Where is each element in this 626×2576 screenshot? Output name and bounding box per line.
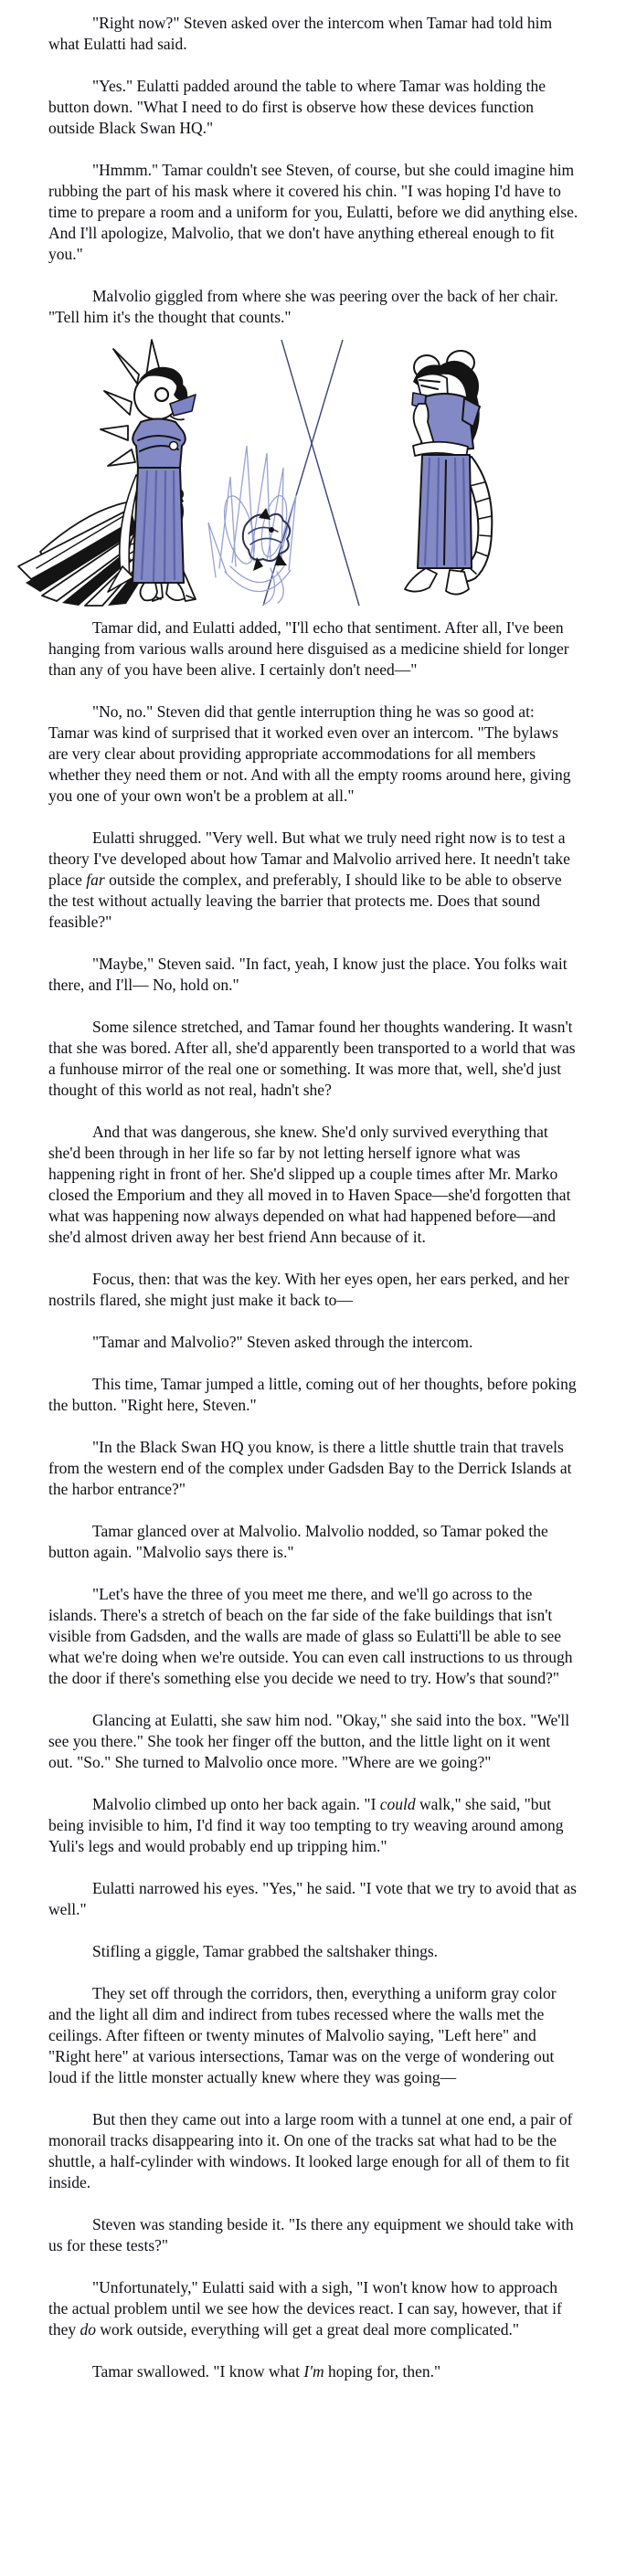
story-text-bottom: [48, 618, 578, 2382]
story-paragraph: [48, 954, 578, 996]
text-run: "Maybe," Steven said. "In fact, yeah, I know just the place. You folks wait there, and I'll— No, hold on.": [48, 955, 568, 994]
story-paragraph: [48, 1374, 578, 1416]
story-paragraph: [48, 1878, 578, 1920]
text-run: Stifling a giggle, Tamar grabbed the saltshaker things.: [92, 1942, 439, 1960]
text-run: This time, Tamar jumped a little, coming out of her thoughts, before poking the button. "Right here, Steven.": [48, 1375, 577, 1414]
text-run: Tamar glanced over at Malvolio. Malvolio nodded, so Tamar poked the button again. "Malvolio says there is.": [48, 1522, 548, 1561]
text-run: Tamar did, and Eulatti added, "I'll echo that sentiment. After all, I've been hanging from various walls around here disguised as a medicine shield for longer than any of you have been alive. I certainly don't need—": [48, 618, 569, 679]
text-run: "No, no." Steven did that gentle interruption thing he was so good at: Tamar was kind of surprised that it worked even over an intercom. "The bylaws are very clear about providing appropriate accommodations for all members whether they need them or not. And with all the empty rooms around here, giving you one of your own won't be a problem at all.": [48, 702, 571, 805]
story-paragraph: [48, 1941, 578, 1962]
story-paragraph: [48, 828, 578, 933]
story-paragraph: [48, 2214, 578, 2256]
story-paragraph: [48, 1584, 578, 1689]
story-paragraph: [48, 1521, 578, 1563]
story-illustration: [0, 338, 626, 607]
story-paragraph: [48, 1983, 578, 2088]
story-paragraph: [48, 76, 578, 139]
story-paragraph: [48, 286, 578, 328]
text-run: Malvolio climbed up onto her back again. "I: [92, 1795, 380, 1813]
text-run: Tamar swallowed. "I know what: [92, 2362, 304, 2381]
text-run: Steven was standing beside it. "Is there any equipment we should take with us for these tests?": [48, 2215, 574, 2254]
text-run: "Tamar and Malvolio?" Steven asked through the intercom.: [92, 1333, 473, 1351]
story-paragraph: [48, 618, 578, 681]
story-paragraph: [48, 2277, 578, 2340]
text-run: Glancing at Eulatti, she saw him nod. "Okay," she said into the box. "We'll see you there." She took her finger off the button, and the little light on it went out. "So." She turned to Malvolio once more. "Where are we going?": [48, 1711, 570, 1771]
story-paragraph: [48, 1122, 578, 1248]
text-run: "Right now?" Steven asked over the intercom when Tamar had told him what Eulatti had said.: [48, 14, 553, 53]
emphasized-text: I'm: [303, 2362, 324, 2381]
text-run: And that was dangerous, she knew. She'd only survived everything that she'd been through in her life so far by not letting herself ignore what was happening right in front of her. She'd slipped up a couple times after Mr. Marko closed the Emporium and they all moved in to Haven Space—she'd forgotten that what was happening now always depended on what had happened before—and she'd almost driven away her best friend Ann because of it.: [48, 1123, 571, 1246]
text-run: "Hmmm." Tamar couldn't see Steven, of course, but she could imagine him rubbing the part of his mask where it covered his chin. "I was hoping I'd have to time to prepare a room and a uniform for you, Eulatti, before we did anything else. And I'll apologize, Malvolio, that we don't have anything ethereal enough to fit you.": [48, 161, 578, 263]
story-paragraph: [48, 702, 578, 807]
text-run: walk," she said, "but being invisible to him, I'd find it way too tempting to try weaving around among Yuli's legs and would probably end up tripping him.": [48, 1795, 564, 1855]
story-paragraph: [48, 1710, 578, 1773]
emphasized-text: could: [379, 1795, 416, 1813]
text-run: Malvolio giggled from where she was peering over the back of her chair. "Tell him it's the thought that counts.": [48, 287, 558, 326]
text-run: Focus, then: that was the key. With her eyes open, her ears perked, and her nostrils flared, she might just make it back to—: [48, 1270, 569, 1309]
story-paragraph: [48, 1437, 578, 1500]
emphasized-text: do: [80, 2320, 97, 2338]
story-paragraph: [48, 1269, 578, 1311]
malvolio-scribble: [208, 446, 296, 605]
story-paragraph: [48, 2361, 578, 2382]
text-run: outside the complex, and preferably, I should like to be able to observe the test without actually leaving the barrier that protects me. Does that sound feasible?": [48, 871, 562, 931]
story-paragraph: [48, 160, 578, 265]
text-run: "Unfortunately," Eulatti said with a sigh, "I won't know how to approach the actual problem until we see how the devices react. I can say, however, that if they: [48, 2278, 562, 2338]
thinking-figure: [405, 351, 492, 595]
text-run: Eulatti narrowed his eyes. "Yes," he said. "I vote that we try to avoid that as well.": [48, 1879, 577, 1918]
text-run: Eulatti shrugged. "Very well. But what we truly need right now is to test a theory I've developed about how Tamar and Malvolio arrived here. It needn't take place: [48, 829, 570, 889]
text-run: "In the Black Swan HQ you know, is there a little shuttle train that travels from the western end of the complex under Gadsden Bay to the Derrick Islands at the harbor entrance?": [48, 1438, 572, 1498]
text-run: But then they came out into a large room with a tunnel at one end, a pair of monorail tracks disappearing into it. On one of the tracks sat what had to be the shuttle, a half-cylinder with windows. It looked large enough for all of them to fit inside.: [48, 2110, 573, 2191]
story-paragraph: [48, 13, 578, 55]
text-run: hoping for, then.": [324, 2362, 441, 2381]
illustration-svg: [0, 338, 626, 607]
story-text-top: [48, 13, 578, 328]
text-run: Some silence stretched, and Tamar found her thoughts wandering. It wasn't that she was bored. After all, she'd apparently been transported to a world that was a funhouse mirror of the real one or something. It was more that, well, she'd just thought of this world as not real, hadn't she?: [48, 1018, 576, 1099]
text-run: They set off through the corridors, then, everything a uniform gray color and the light all dim and indirect from tubes recessed where the walls met the ceilings. After fifteen or twenty minutes of Malvolio saying, "Left here" and "Right here" at various intersections, Tamar was on the verge of wondering out loud if the little monster actually knew where they was going—: [48, 1984, 557, 2086]
emphasized-text: far: [86, 871, 105, 889]
story-paragraph: [48, 1332, 578, 1353]
story-paragraph: [48, 1017, 578, 1101]
story-paragraph: [48, 2109, 578, 2193]
text-run: work outside, everything will get a great deal more complicated.": [96, 2320, 519, 2338]
text-run: "Yes." Eulatti padded around the table to where Tamar was holding the button down. "What I need to do first is observe how these devices function outside Black Swan HQ.": [48, 77, 546, 137]
story-paragraph: [48, 1794, 578, 1857]
text-run: "Let's have the three of you meet me there, and we'll go across to the islands. There's a stretch of beach on the far side of the fake buildings that isn't visible from Gadsden, and the walls are made of glass so Eulatti'll be able to see what we're doing when we're outside. You can even call instructions to us through the door if there's something else you decide we need to try. How's that sound?": [48, 1585, 573, 1687]
